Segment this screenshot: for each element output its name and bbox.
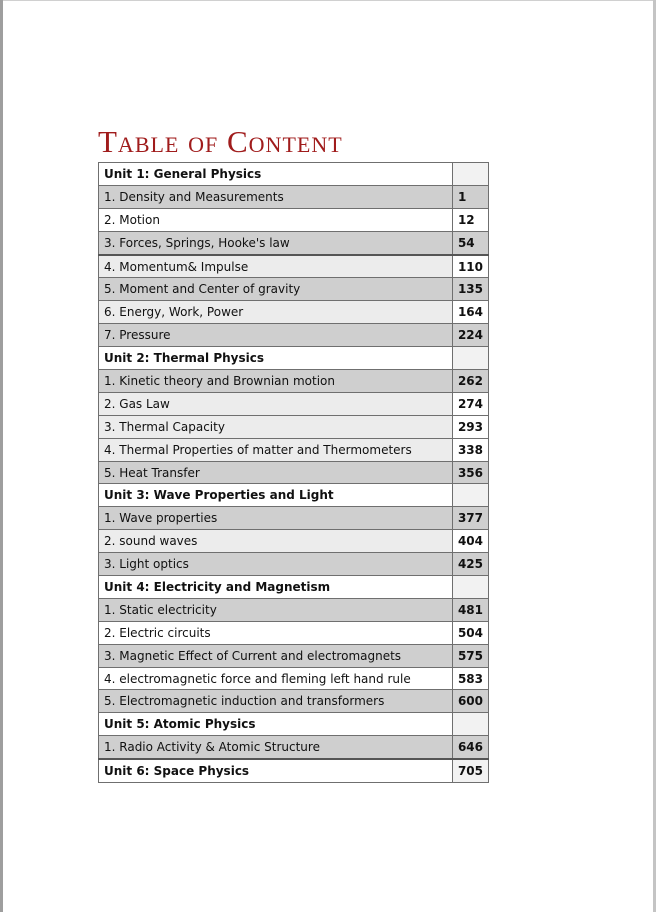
chapter-title: 5. Moment and Center of gravity — [99, 278, 453, 301]
chapter-title: 3. Light optics — [99, 553, 453, 576]
toc-chapter-row — [99, 530, 489, 553]
toc-chapter-row — [99, 301, 489, 324]
page-number — [452, 713, 488, 736]
page-number: 377 — [452, 507, 488, 530]
toc-chapter-row — [99, 507, 489, 530]
unit-title: Unit 1: General Physics — [99, 163, 453, 186]
page-number — [452, 484, 488, 507]
toc-chapter-row — [99, 736, 489, 759]
toc-chapter-row — [99, 621, 489, 644]
toc-unit-row — [99, 347, 489, 370]
toc-chapter-row — [99, 185, 489, 208]
page-number: 425 — [452, 553, 488, 576]
page-number: 705 — [452, 759, 488, 782]
page-number: 54 — [452, 231, 488, 254]
toc-chapter-row — [99, 461, 489, 484]
toc-unit-row — [99, 713, 489, 736]
chapter-title: 4. Momentum& Impulse — [99, 255, 453, 278]
toc-chapter-row — [99, 438, 489, 461]
page-number: 600 — [452, 690, 488, 713]
chapter-title: 3. Thermal Capacity — [99, 415, 453, 438]
toc-chapter-row — [99, 415, 489, 438]
toc-chapter-row — [99, 278, 489, 301]
toc-chapter-row — [99, 644, 489, 667]
toc-unit-row — [99, 576, 489, 599]
page-number: 404 — [452, 530, 488, 553]
page-number: 1 — [452, 185, 488, 208]
chapter-title: 1. Radio Activity & Atomic Structure — [99, 736, 453, 759]
unit-title: Unit 5: Atomic Physics — [99, 713, 453, 736]
toc-unit-row — [99, 163, 489, 186]
page-top-edge — [0, 0, 656, 1]
toc-table — [98, 162, 489, 783]
chapter-title: 5. Electromagnetic induction and transformers — [99, 690, 453, 713]
page-number: 274 — [452, 392, 488, 415]
page-number: 135 — [452, 278, 488, 301]
toc-chapter-row — [99, 690, 489, 713]
page-number: 338 — [452, 438, 488, 461]
chapter-title: 5. Heat Transfer — [99, 461, 453, 484]
unit-title: Unit 3: Wave Properties and Light — [99, 484, 453, 507]
page-number — [452, 576, 488, 599]
chapter-title: 1. Wave properties — [99, 507, 453, 530]
toc-body — [99, 163, 489, 783]
unit-title: Unit 6: Space Physics — [99, 759, 453, 782]
toc-unit-row — [99, 484, 489, 507]
page-number: 356 — [452, 461, 488, 484]
chapter-title: 3. Forces, Springs, Hooke's law — [99, 231, 453, 254]
toc-chapter-row — [99, 255, 489, 278]
page-number: 293 — [452, 415, 488, 438]
page-title: Table of Content — [98, 124, 343, 159]
page-left-edge — [0, 0, 3, 912]
page-number — [452, 347, 488, 370]
toc-chapter-row — [99, 392, 489, 415]
toc-unit-row — [99, 759, 489, 782]
chapter-title: 1. Static electricity — [99, 598, 453, 621]
toc-chapter-row — [99, 667, 489, 690]
chapter-title: 1. Kinetic theory and Brownian motion — [99, 370, 453, 393]
chapter-title: 7. Pressure — [99, 324, 453, 347]
chapter-title: 2. Motion — [99, 208, 453, 231]
chapter-title: 4. electromagnetic force and fleming left hand rule — [99, 667, 453, 690]
chapter-title: 2. Electric circuits — [99, 621, 453, 644]
page-number: 110 — [452, 255, 488, 278]
page-number: 224 — [452, 324, 488, 347]
chapter-title: 4. Thermal Properties of matter and Thermometers — [99, 438, 453, 461]
unit-title: Unit 4: Electricity and Magnetism — [99, 576, 453, 599]
page-number: 583 — [452, 667, 488, 690]
page-number: 164 — [452, 301, 488, 324]
chapter-title: 3. Magnetic Effect of Current and electromagnets — [99, 644, 453, 667]
chapter-title: 2. sound waves — [99, 530, 453, 553]
unit-title: Unit 2: Thermal Physics — [99, 347, 453, 370]
page-number: 504 — [452, 621, 488, 644]
toc-chapter-row — [99, 231, 489, 254]
toc-chapter-row — [99, 324, 489, 347]
chapter-title: 6. Energy, Work, Power — [99, 301, 453, 324]
toc-chapter-row — [99, 553, 489, 576]
page-number: 12 — [452, 208, 488, 231]
toc-chapter-row — [99, 208, 489, 231]
page-number: 262 — [452, 370, 488, 393]
chapter-title: 1. Density and Measurements — [99, 185, 453, 208]
page-number: 646 — [452, 736, 488, 759]
chapter-title: 2. Gas Law — [99, 392, 453, 415]
toc-chapter-row — [99, 598, 489, 621]
page-number — [452, 163, 488, 186]
toc-chapter-row — [99, 370, 489, 393]
page-number: 481 — [452, 598, 488, 621]
page-number: 575 — [452, 644, 488, 667]
